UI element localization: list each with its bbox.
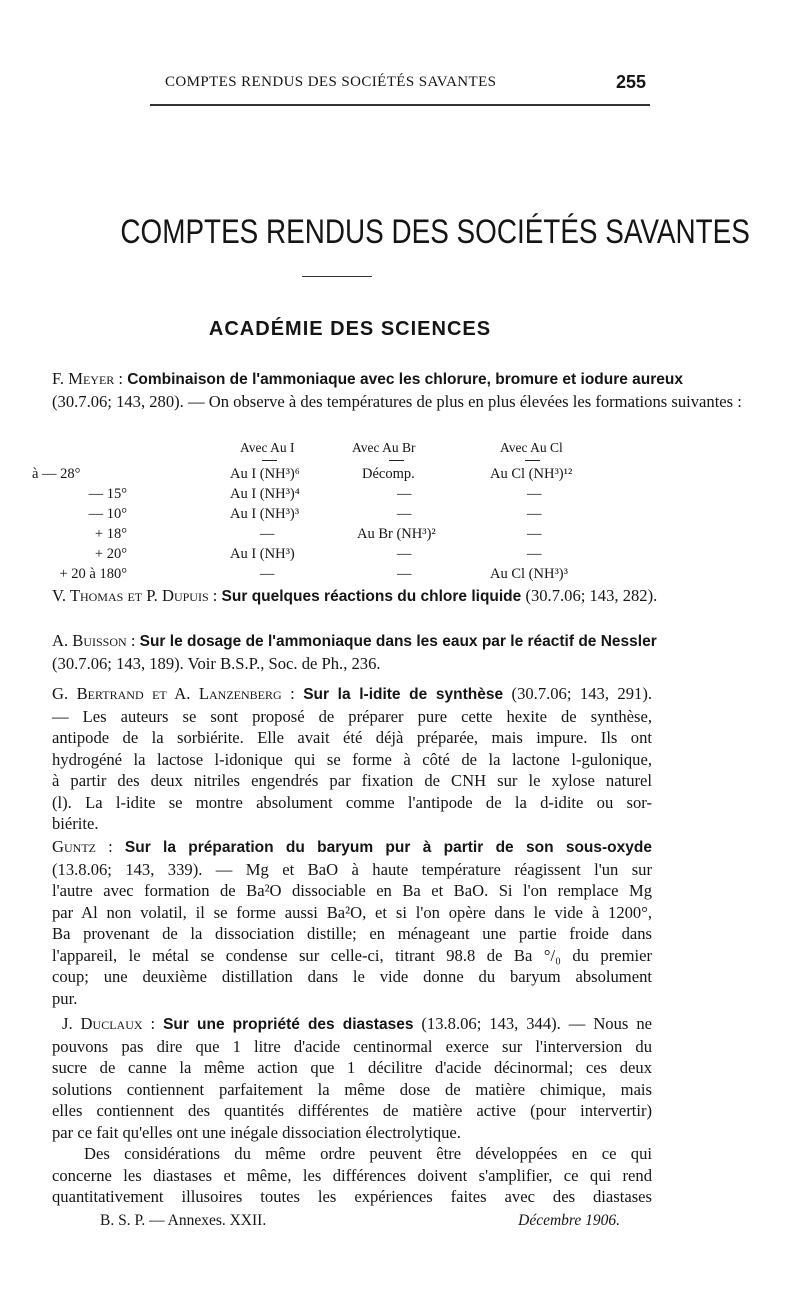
table-cell: — (527, 546, 542, 562)
duclaux-author: J. Duclaux (62, 1014, 143, 1033)
text-line: (13.8.06; 143, 339). — Mg et BaO à haute température réagissent l'un sur (52, 859, 652, 879)
buisson-line-1: A. Buisson : Sur le dosage de l'ammoniaque dans les eaux par le réactif de Nessler (52, 631, 657, 650)
meyer-line-1: F. Meyer : Combinaison de l'ammoniaque avec les chlorure, bromure et iodure aureux (52, 369, 684, 388)
table-cell: Décomp. (362, 466, 415, 482)
text-line: Ba provenant de la dissociation distille; en ménageant une partie froide dans (52, 924, 652, 943)
table-cell: — (527, 486, 542, 502)
text-line: sucre de canne la même action que 1 décilitre d'acide décinormal; ces deux (52, 1058, 652, 1077)
duclaux-line-1: J. Duclaux : Sur une propriété des diastases (13.8.06; 143, 344). — Nous ne (62, 1014, 652, 1033)
table-cell: + 20 à 180° (59, 566, 127, 582)
buisson-line-2 (52, 653, 652, 675)
table-row (52, 486, 652, 506)
text-line: biérite. (52, 814, 99, 833)
table-cell: — (260, 526, 275, 542)
entry-buisson (52, 630, 657, 674)
guntz-author: Guntz (52, 837, 96, 856)
text-line: antipode de la sorbiérite. Elle avait été déjà préparée, mais impure. Ils ont (52, 728, 652, 747)
text-line: solutions contiennent parfaitement la même dose de matière chimique, mais (52, 1079, 652, 1099)
text-line: à partir des deux nitriles engendrés par fixation de CNH sur le xylose naturel (52, 771, 652, 790)
text-line: elles contiennent des quantités différentes de matière active (pour intervertir) (52, 1101, 652, 1120)
text-line: coup; une deuxième distillation dans le vide donne du baryum absolument (52, 967, 652, 986)
table-cell: Au I (NH³) (230, 546, 295, 562)
header-dash (525, 460, 540, 461)
table-cell: + 18° (94, 526, 127, 542)
table-row (32, 466, 652, 486)
table-header-cell: Avec Au Br (352, 440, 416, 455)
table-cell: — (260, 566, 275, 582)
text-line: pouvons pas dire que 1 litre d'acide centinormal exerce sur l'interversion du (52, 1036, 652, 1056)
text-line: pur. (52, 988, 78, 1008)
table-row (52, 526, 652, 546)
page-number: 255 (616, 72, 647, 92)
table-cell: — (527, 506, 542, 522)
table-cell: à — 28° (32, 466, 81, 482)
table-cell: — (397, 506, 412, 522)
meyer-body: — On observe à des températures de plus en plus élevées les formations suivantes : (187, 391, 742, 411)
table-row (52, 506, 652, 526)
thomas-authors: V. Thomas et P. Dupuis (52, 586, 209, 605)
table-cell: Au Cl (NH³)¹² (490, 466, 573, 482)
table-cell: Au I (NH³)⁶ (230, 466, 300, 482)
table-cell: + 20° (94, 546, 127, 562)
header-rule (150, 104, 650, 106)
buisson-author: A. Buisson (52, 631, 127, 650)
table-cell: — 15° (88, 486, 127, 502)
page-title: COMPTES RENDUS DES SOCIÉTÉS SAVANTES (120, 213, 750, 251)
thomas-line-1: V. Thomas et P. Dupuis : Sur quelques réactions du chlore liquide (30.7.06; 143, 282). (52, 586, 658, 605)
table-row (52, 546, 652, 566)
text-line: quantitativement illusoires toutes les expériences faites avec des diastases (52, 1187, 652, 1206)
bertrand-line-1: G. Bertrand et A. Lanzenberg : Sur la l-idite de synthèse (30.7.06; 143, 291). (52, 684, 652, 703)
table-cell: Au I (NH³)³ (230, 506, 300, 522)
text-line: hydrogéné la lactose l-idonique qui se forme à côté de la lactone l-gulonique, (52, 749, 652, 769)
table-cell: Au Br (NH³)² (357, 526, 436, 542)
bertrand-authors: G. Bertrand et A. Lanzenberg (52, 684, 282, 703)
meyer-line-2 (52, 391, 742, 413)
table-cell: — (527, 526, 542, 542)
meyer-ref: (30.7.06; 143, 280). (52, 391, 184, 411)
text-line: concerne les diastases et même, les différences doivent s'amplifier, ce qui rend (52, 1165, 652, 1185)
guntz-title: Sur la préparation du baryum pur à partir de son sous-oxyde (124, 839, 652, 856)
text-line: l'autre avec formation de Ba²O dissociable en Ba et BaO. Si l'on remplace Mg (52, 881, 652, 900)
guntz-line-1: Guntz : Sur la préparation du baryum pur à partir de son sous-oxyde (52, 837, 652, 856)
duclaux-ref: (13.8.06; 143, 344). — Nous ne (421, 1014, 652, 1033)
table-cell: — (397, 566, 412, 582)
table-header-cell: Avec Au I (240, 440, 295, 455)
table-cell: — 10° (88, 506, 127, 522)
table-cell: — (397, 546, 412, 562)
footer-right: Décembre 1906. (518, 1212, 620, 1229)
table-header (52, 440, 652, 460)
meyer-author: F. Meyer (52, 369, 115, 388)
running-head: COMPTES RENDUS DES SOCIÉTÉS SAVANTES (165, 74, 497, 90)
buisson-ref: (30.7.06; 143, 189). Voir B.S.P., Soc. de Ph., 236. (52, 653, 381, 673)
text-line: — Les auteurs se sont proposé de préparer pure cette hexite de synthèse, (52, 706, 652, 726)
entry-meyer (52, 368, 742, 412)
header-dash (389, 460, 404, 461)
footer-left: B. S. P. — Annexes. XXII. (100, 1212, 267, 1229)
meyer-title: Combinaison de l'ammoniaque avec les chlorure, bromure et iodure aureux (127, 371, 684, 388)
header-dash (262, 460, 277, 461)
table-row (52, 566, 652, 586)
entry-guntz (52, 836, 652, 1009)
section-heading: ACADÉMIE DES SCIENCES (208, 318, 492, 340)
table-cell: — (397, 486, 412, 502)
thomas-title: Sur quelques réactions du chlore liquide (221, 588, 522, 605)
entry-duclaux (52, 1013, 652, 1208)
table-cell: Au I (NH³)⁴ (230, 486, 300, 502)
entry-thomas (52, 585, 658, 608)
bertrand-title: Sur la l-idite de synthèse (303, 686, 504, 703)
text-line: Des considérations du même ordre peuvent être développées en ce qui (84, 1144, 652, 1163)
bertrand-ref: (30.7.06; 143, 291). (511, 684, 652, 703)
text-line: par Al non volatil, il se forme aussi Ba²O, et si l'on opère dans le vide à 1200°, (52, 902, 652, 922)
table-cell: Au Cl (NH³)³ (490, 566, 568, 582)
duclaux-title: Sur une propriété des diastases (163, 1016, 414, 1033)
text-line: (l). La l-idite se montre absolument comme l'antipode de la d-idite ou sor- (52, 792, 652, 812)
title-rule (302, 276, 372, 277)
text-line: l'appareil, le métal se condense sur celle-ci, titrant 98.8 de Ba °/₀ du premier (52, 945, 652, 965)
thomas-ref: (30.7.06; 143, 282). (525, 586, 658, 605)
text-line: par ce fait qu'elles ont une inégale dissociation électrolytique. (52, 1122, 461, 1142)
entry-bertrand (52, 683, 652, 835)
table-header-cell: Avec Au Cl (500, 440, 563, 455)
formation-table (32, 440, 652, 586)
buisson-title: Sur le dosage de l'ammoniaque dans les eaux par le réactif de Nessler (139, 633, 657, 650)
